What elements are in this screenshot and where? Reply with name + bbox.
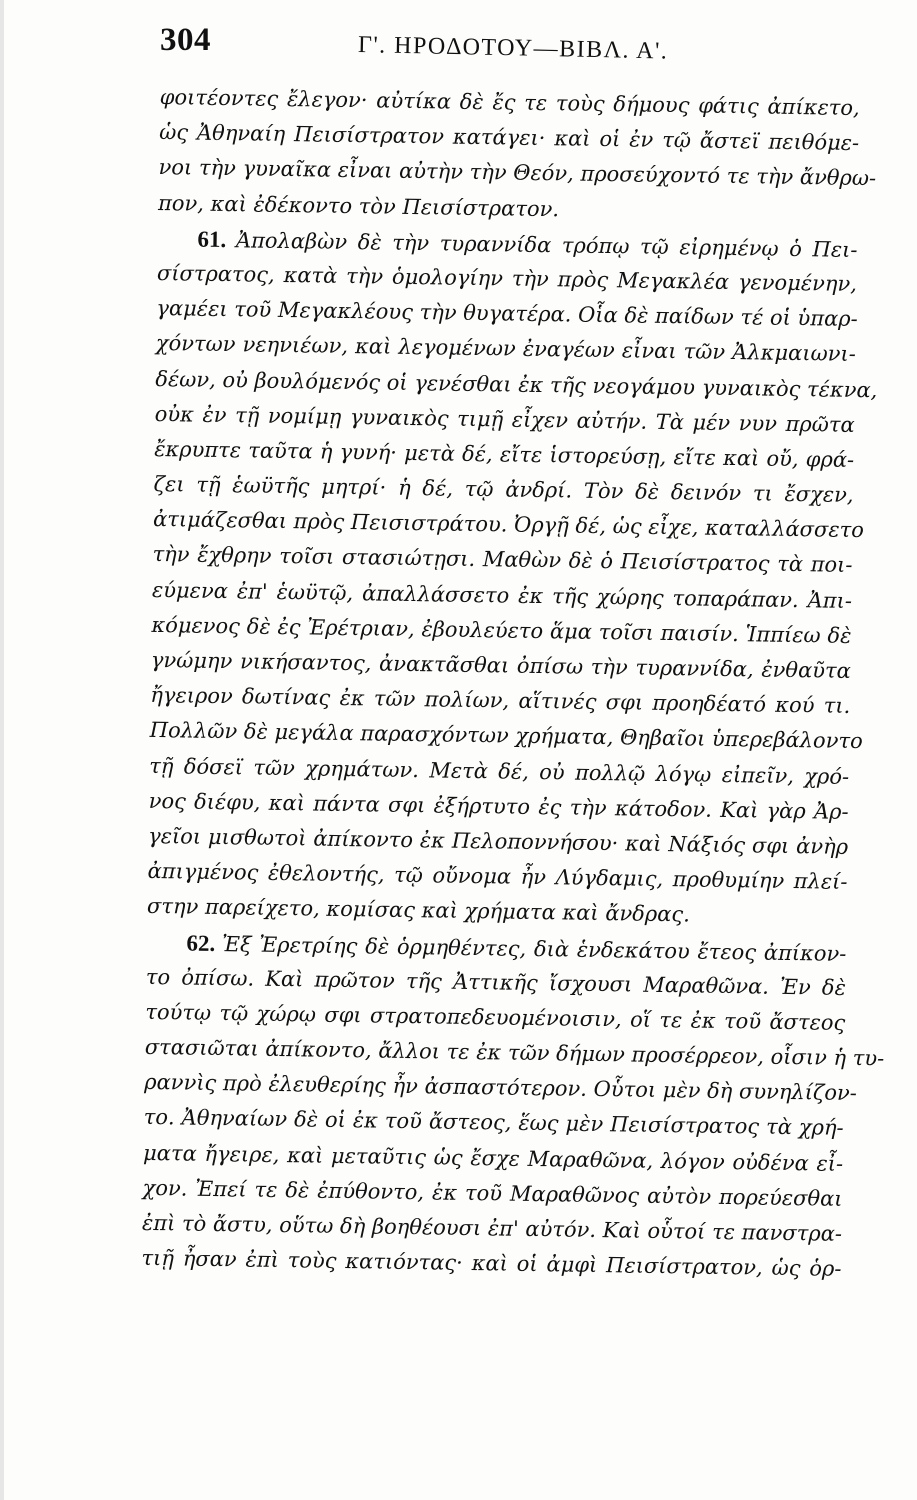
- line-text: φοιτέοντες ἔλεγον· αὐτίκα δὲ ἔς τε τοὺς δήμους φάτις ἀπίκετο,: [159, 84, 860, 120]
- line-text: γεῖοι μισθωτοὶ ἀπίκοντο ἐκ Πελοποννήσου· καὶ Νάξιός σφι ἀνὴρ: [147, 823, 849, 859]
- line-text: δέων, οὐ βουλόμενός οἱ γενέσθαι ἐκ τῆς νεογάμου γυναικὸς τέκνα,: [155, 366, 878, 402]
- line-text: χον. Ἐπεί τε δὲ ἐπύθοντο, ἐκ τοῦ Μαραθῶνος αὐτὸν πορεύεσθαι: [142, 1175, 843, 1211]
- line-text: οὐκ ἐν τῇ νομίμῃ γυναικὸς τιμῇ εἶχεν αὐτήν. Τὰ μέν νυν πρῶτα: [154, 401, 855, 437]
- body-text: [141, 80, 885, 1287]
- line-text: γαμέει τοῦ Μεγακλέους τὴν θυγατέρα. Οἷα δὲ παίδων τέ οἱ ὑπαρ-: [156, 296, 858, 332]
- line-text: το. Ἀθηναίων δὲ οἱ ἐκ τοῦ ἄστεος, ἕως μὲν Πεισίστρατος τὰ χρή-: [143, 1105, 844, 1141]
- line-text: Ἐξ Ἐρετρίης δὲ ὁρμηθέντες, διὰ ἑνδεκάτου ἔτεος ἀπίκον-: [221, 931, 847, 966]
- page-number: 304: [160, 22, 211, 58]
- line-text: ἀπιγμένος ἐθελοντής, τῷ οὔνομα ἦν Λύγδαμις, προθυμίην πλεί-: [147, 859, 848, 895]
- line-text: το ὀπίσω. Καὶ πρῶτον τῆς Ἀττικῆς ἴσχουσι Μαραθῶνα. Ἐν δὲ: [145, 964, 847, 1000]
- line-text: ἐπὶ τὸ ἄστυ, οὕτω δὴ βοηθέουσι ἐπ' αὐτόν. Καὶ οὗτοί τε πανστρα-: [141, 1210, 843, 1246]
- line-text: ἤγειρον δωτίνας ἐκ τῶν πολίων, αἵτινές σφι προηδέατό κού τι.: [150, 683, 851, 719]
- page-edge: [0, 0, 4, 1500]
- line-text: τῇ δόσεϊ τῶν χρημάτων. Μετὰ δέ, οὐ πολλῷ λόγῳ εἰπεῖν, χρό-: [149, 753, 850, 789]
- line-text: εύμενα ἐπ' ἑωϋτῷ, ἀπαλλάσσετο ἐκ τῆς χώρης τοπαράπαν. Ἀπι-: [151, 577, 853, 613]
- line-text: κόμενος δὲ ἐς Ἐρέτριαν, ἐβουλεύετο ἅμα τοῖσι παισίν. Ἱππίεω δὲ: [151, 612, 852, 648]
- line-text: στασιῶται ἀπίκοντο, ἄλλοι τε ἐκ τῶν δήμων προσέρρεον, οἷσιν ἡ τυ-: [144, 1034, 885, 1071]
- line-text: Ἀπολαβὼν δὲ τὴν τυραννίδα τρόπῳ τῷ εἰρημένῳ ὁ Πει-: [235, 227, 858, 262]
- line-text: χόντων νεηνιέων, καὶ λεγομένων ἐναγέων εἶναι τῶν Ἀλκμαιωνι-: [155, 331, 856, 367]
- line-text: Πολλῶν δὲ μεγάλα παρασχόντων χρήματα, Θηβαῖοι ὑπερεβάλοντο: [149, 718, 863, 754]
- line-text: στην παρείχετο, κομίσας καὶ χρήματα καὶ ἄνδρας.: [146, 894, 691, 927]
- line-text: πον, καὶ ἐδέκοντο τὸν Πεισίστρατον.: [157, 190, 560, 221]
- line-text: ἀτιμάζεσθαι πρὸς Πεισιστράτου. Ὀργῇ δέ, ὡς εἶχε, καταλλάσσετο: [152, 507, 865, 543]
- running-head: Γ'. ΗΡΟΔΟΤΟΥ—ΒΙΒΛ. Α'.: [357, 32, 669, 65]
- line-text: γνώμην νικήσαντος, ἀνακτᾶσθαι ὀπίσω τὴν τυραννίδα, ἐνθαῦτα: [150, 647, 851, 683]
- line-text: νος διέφυ, καὶ πάντα σφι ἐξήρτυτο ἐς τὴν κάτοδον. Καὶ γὰρ Ἀρ-: [148, 788, 849, 824]
- section-number: 61.: [197, 226, 237, 252]
- page-header: [160, 18, 860, 78]
- line-text: ραννὶς πρὸ ἐλευθερίης ἦν ἀσπαστότερον. Οὗτοι μὲν δὴ συνηλίζον-: [144, 1070, 858, 1106]
- line-text: τούτῳ τῷ χώρῳ σφι στρατοπεδευομένοισιν, οἵ τε ἐκ τοῦ ἄστεος: [145, 999, 846, 1035]
- line-text: σίστρατος, κατὰ τὴν ὁμολογίην τὴν πρὸς Μεγακλέα γενομένην,: [156, 260, 858, 296]
- line-text: νοι τὴν γυναῖκα εἶναι αὐτὴν τὴν Θεόν, προσεύχοντό τε τὴν ἄνθρω-: [158, 155, 877, 191]
- line-text: ὡς Ἀθηναίη Πεισίστρατον κατάγει· καὶ οἱ ἐν τῷ ἄστεϊ πειθόμε-: [158, 120, 860, 156]
- section-number: 62.: [186, 930, 223, 956]
- line-text: τιῇ ἦσαν ἐπὶ τοὺς κατιόντας· καὶ οἱ ἀμφὶ Πεισίστρατον, ὡς ὁρ-: [141, 1246, 842, 1282]
- line-text: ζει τῇ ἑωϋτῆς μητρί· ἡ δέ, τῷ ἀνδρί. Τὸν δὲ δεινόν τι ἔσχεν,: [153, 472, 854, 508]
- line-text: ματα ἤγειρε, καὶ μεταῦτις ὡς ἔσχε Μαραθῶνα, λόγον οὐδένα εἶ-: [142, 1140, 844, 1176]
- line-text: τὴν ἔχθρην τοῖσι στασιώτῃσι. Μαθὼν δὲ ὁ Πεισίστρατος τὰ ποι-: [152, 542, 853, 578]
- line-text: ἔκρυπτε ταῦτα ἡ γυνή· μετὰ δέ, εἴτε ἱστορεύσῃ, εἴτε καὶ οὔ, φρά-: [154, 436, 855, 472]
